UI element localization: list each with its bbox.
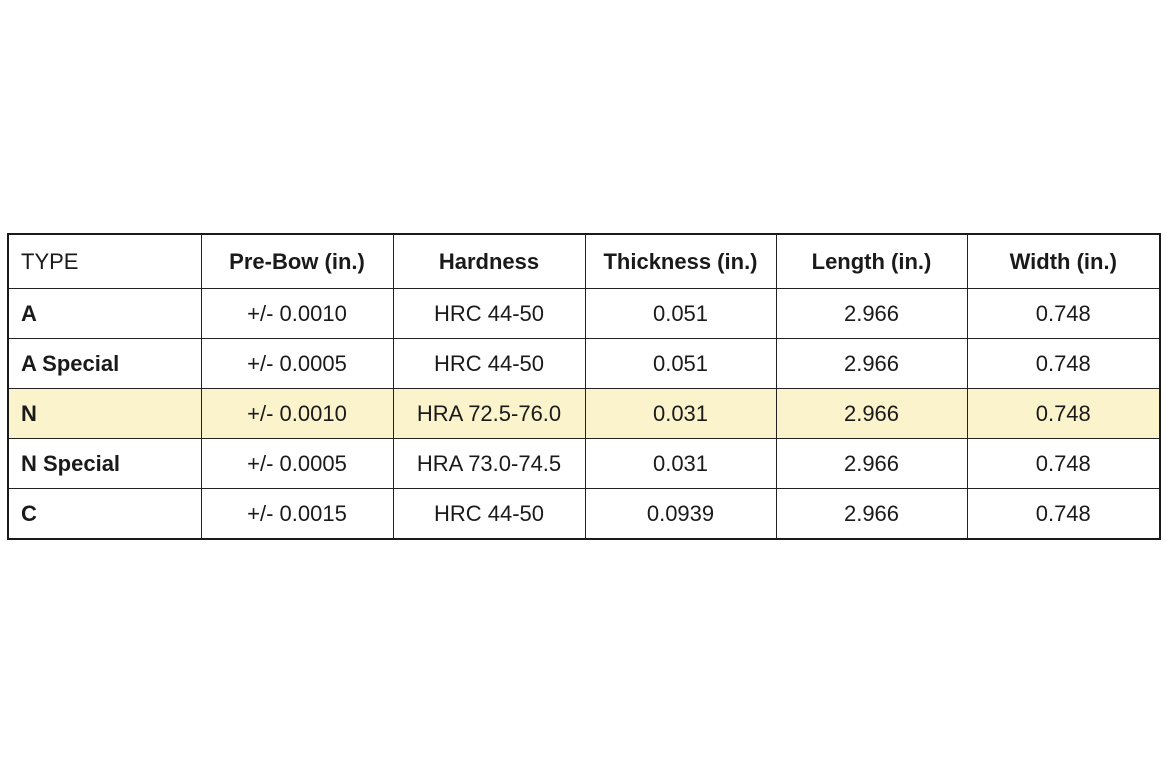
thickness-cell: 0.031 (585, 439, 776, 489)
width-cell: 0.748 (967, 389, 1160, 439)
table-row (8, 339, 1160, 389)
hardness-cell: HRC 44-50 (393, 489, 585, 540)
table-row-highlighted (8, 389, 1160, 439)
thickness-cell: 0.051 (585, 289, 776, 339)
thickness-cell: 0.0939 (585, 489, 776, 540)
pre-bow-cell: +/- 0.0010 (201, 389, 393, 439)
header-length: Length (in.) (776, 234, 967, 289)
header-type: TYPE (8, 234, 201, 289)
type-cell: A Special (8, 339, 201, 389)
length-cell: 2.966 (776, 489, 967, 540)
width-cell: 0.748 (967, 439, 1160, 489)
header-width: Width (in.) (967, 234, 1160, 289)
length-cell: 2.966 (776, 339, 967, 389)
header-thickness: Thickness (in.) (585, 234, 776, 289)
hardness-cell: HRC 44-50 (393, 339, 585, 389)
hardness-cell: HRA 73.0-74.5 (393, 439, 585, 489)
spec-table (7, 233, 1161, 540)
width-cell: 0.748 (967, 489, 1160, 540)
thickness-cell: 0.031 (585, 389, 776, 439)
pre-bow-cell: +/- 0.0005 (201, 339, 393, 389)
hardness-cell: HRA 72.5-76.0 (393, 389, 585, 439)
type-cell: N (8, 389, 201, 439)
length-cell: 2.966 (776, 289, 967, 339)
pre-bow-cell: +/- 0.0015 (201, 489, 393, 540)
length-cell: 2.966 (776, 389, 967, 439)
table-row (8, 289, 1160, 339)
type-cell: C (8, 489, 201, 540)
table-row (8, 439, 1160, 489)
thickness-cell: 0.051 (585, 339, 776, 389)
type-cell: N Special (8, 439, 201, 489)
hardness-cell: HRC 44-50 (393, 289, 585, 339)
table-row (8, 489, 1160, 540)
header-hardness: Hardness (393, 234, 585, 289)
header-pre-bow: Pre-Bow (in.) (201, 234, 393, 289)
pre-bow-cell: +/- 0.0010 (201, 289, 393, 339)
type-cell: A (8, 289, 201, 339)
table-header-row (8, 234, 1160, 289)
width-cell: 0.748 (967, 289, 1160, 339)
pre-bow-cell: +/- 0.0005 (201, 439, 393, 489)
width-cell: 0.748 (967, 339, 1160, 389)
length-cell: 2.966 (776, 439, 967, 489)
